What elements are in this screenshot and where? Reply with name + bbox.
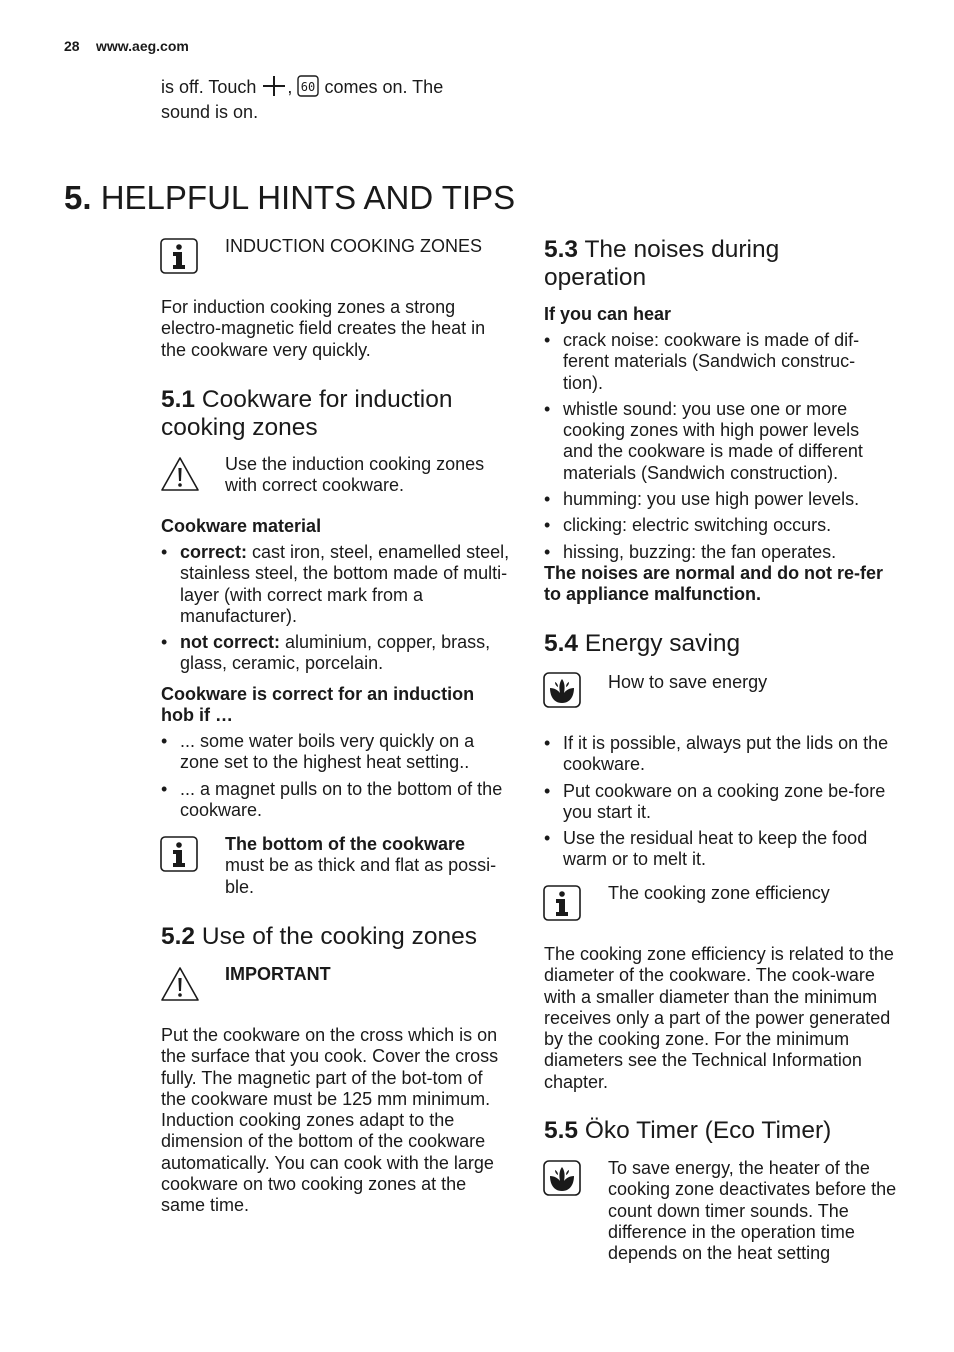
eco-leaf-icon (543, 1160, 581, 1196)
warning-icon (160, 456, 200, 492)
list-item: • clicking: electric switching occurs. (544, 515, 894, 536)
cooking-zones-paragraph: Put the cookware on the cross which is on the surface that you cook. Cover the cross fully. The magnetic part of the bot-tom of the cookware must be 125 mm minimum. Induction cooking zones adapt to the dimension of the bottom of the cookware automatically. You can cook with the large cookware on two cooking zones at the same time. (161, 1025, 499, 1216)
svg-text:60: 60 (301, 80, 316, 94)
site-url: www.aeg.com (96, 38, 189, 54)
important-label: IMPORTANT (225, 964, 331, 984)
cookware-bottom-note: The bottom of the cookware must be as thick and flat as possi-ble. (225, 834, 497, 897)
list-item: • If it is possible, always put the lids on the cookware. (544, 733, 896, 776)
plus-icon (261, 75, 287, 102)
eco-label: How to save energy (608, 672, 768, 692)
info-icon (160, 836, 198, 872)
list-item: • Put cookware on a cooking zone be-fore you start it. (544, 781, 896, 824)
info-icon (543, 885, 581, 921)
efficiency-label: The cooking zone efficiency (608, 883, 830, 903)
noises-heading: If you can hear (544, 304, 672, 324)
section-5-1-title: 5.1 Cookware for induction cooking zones (161, 386, 453, 441)
section-5-2-title: 5.2 Use of the cooking zones (161, 923, 477, 950)
section-5-4-title: 5.4 Energy saving (544, 630, 741, 657)
material-list (161, 542, 513, 675)
section-5-5-title: 5.5 Öko Timer (Eco Timer) (544, 1117, 832, 1144)
info-icon (160, 238, 198, 274)
section-5-3-title: 5.3 The noises during operation (544, 236, 780, 291)
correct-list (161, 731, 506, 821)
eco-leaf-icon (543, 672, 581, 708)
noises-conclusion: The noises are normal and do not re-fer to appliance malfunction. (544, 563, 884, 605)
list-item: • ... a magnet pulls on to the bottom of the cookware. (161, 779, 506, 822)
eco-timer-text: To save energy, the heater of the cooking zone deactivates before the count down timer sounds. The difference in the operation time depends on the heat setting (608, 1158, 897, 1264)
warning-icon (160, 966, 200, 1002)
induction-paragraph: For induction cooking zones a strong electro-magnetic field creates the heat in the cookware very quickly. (161, 297, 486, 360)
correct-cookware-heading: Cookware is correct for an induction hob if … (161, 684, 475, 725)
list-item: • whistle sound: you use one or more cooking zones with high power levels and the cookware is made of different materials (Sandwich construction). (544, 399, 894, 484)
page-number: 28 (64, 38, 80, 54)
list-item: • not correct: aluminium, copper, brass, glass, ceramic, porcelain. (161, 632, 513, 675)
list-item: • hissing, buzzing: the fan operates. (544, 542, 894, 563)
display-60-icon (297, 75, 319, 102)
list-item: • humming: you use high power levels. (544, 489, 894, 510)
cookware-material-heading: Cookware material (161, 516, 322, 536)
energy-saving-list (544, 733, 896, 871)
noises-list (544, 330, 894, 563)
intro-text: is off. Touch , 60 comes on. The sound is on. (161, 77, 444, 123)
cookware-warning: Use the induction cooking zones with correct cookware. (225, 454, 485, 496)
list-item: • correct: cast iron, steel, enamelled steel, stainless steel, the bottom made of multi-layer (with correct mark from a manufacturer). (161, 542, 513, 627)
list-item: • crack noise: cookware is made of dif-ferent materials (Sandwich construc-tion). (544, 330, 894, 394)
list-item: • ... some water boils very quickly on a zone set to the highest heat setting.. (161, 731, 506, 774)
efficiency-paragraph: The cooking zone efficiency is related to the diameter of the cookware. The cook-ware with a smaller diameter than the minimum receives only a part of the power generated by the cooking zone. For the minimum diameters see the Technical Information chapter. (544, 944, 894, 1092)
list-item: • Use the residual heat to keep the food warm or to melt it. (544, 828, 896, 871)
induction-label: INDUCTION COOKING ZONES (225, 236, 483, 256)
chapter-title: 5. HELPFUL HINTS AND TIPS (64, 179, 516, 216)
